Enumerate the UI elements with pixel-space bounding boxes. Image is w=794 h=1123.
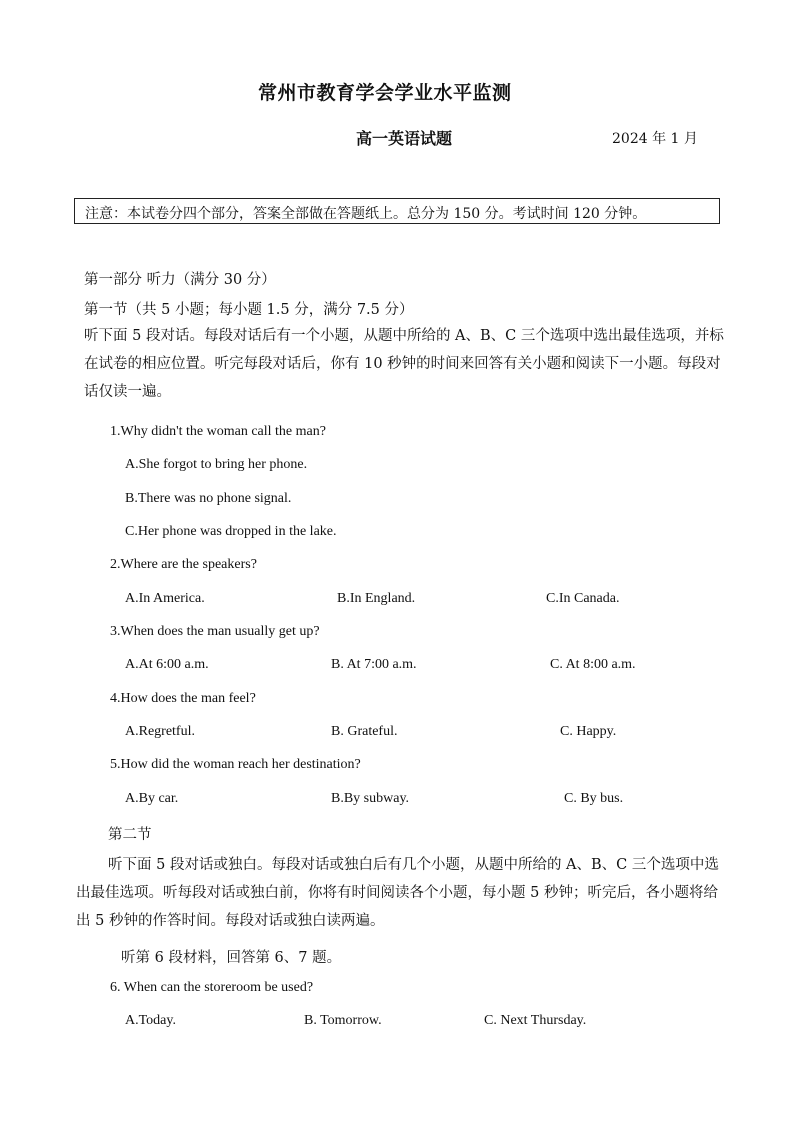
material-note: 听第 6 段材料，回答第 6、7 题。	[121, 950, 342, 966]
question-stem: 1.Why didn't the woman call the man?	[110, 424, 326, 439]
option-a: A.Regretful.	[125, 724, 195, 739]
exam-title: 常州市教育学会学业水平监测	[258, 82, 512, 104]
section1-instructions: 听下面 5 段对话。每段对话后有一个小题，从题中所给的 A、B、C 三个选项中选出最佳选项，并标在试卷的相应位置。听完每段对话后，你有 10 秒钟的时间来回答有关小题和阅读下一小题。每段对话仅读一遍。	[84, 328, 724, 400]
option-a: A.In America.	[125, 591, 205, 606]
exam-date: 2024 年 1 月	[612, 131, 698, 147]
option-a: A.Today.	[125, 1013, 176, 1028]
question-stem: 2.Where are the speakers?	[110, 557, 257, 572]
option-c: C. By bus.	[564, 791, 624, 806]
option-c: C.Her phone was dropped in the lake.	[125, 524, 337, 539]
option-b: B.There was no phone signal.	[125, 491, 292, 506]
option-c: C. Next Thursday.	[484, 1013, 587, 1028]
option-b: B. At 7:00 a.m.	[331, 657, 417, 672]
option-c: C.In Canada.	[546, 591, 620, 606]
option-b: B.In England.	[337, 591, 416, 606]
notice-text: 注意：本试卷分四个部分，答案全部做在答题纸上。总分为 150 分。考试时间 120 分钟。	[85, 206, 647, 222]
option-a: A.She forgot to bring her phone.	[125, 457, 308, 472]
question-stem: 4.How does the man feel?	[110, 691, 256, 706]
option-b: B.By subway.	[331, 791, 410, 806]
notice-box	[74, 198, 720, 224]
question-stem: 3.When does the man usually get up?	[110, 624, 320, 639]
section1-heading: 第一节（共 5 小题；每小题 1.5 分，满分 7.5 分）	[84, 302, 414, 318]
option-c: C. Happy.	[560, 724, 617, 739]
question-stem: 5.How did the woman reach her destination?	[110, 757, 361, 772]
option-b: B. Grateful.	[331, 724, 398, 739]
section2-heading: 第二节	[108, 827, 152, 843]
exam-subtitle: 高一英语试题	[356, 129, 453, 148]
section2-instructions: 听下面 5 段对话或独白。每段对话或独白后有几个小题，从题中所给的 A、B、C 三个选项中选出最佳选项。听每段对话或独白前，你将有时间阅读各个小题，每小题 5 秒钟；听完后，各小题将给出 5 秒钟的作答时间。每段对话或独白读两遍。	[76, 857, 719, 929]
option-a: A.By car.	[125, 791, 179, 806]
option-b: B. Tomorrow.	[304, 1013, 382, 1028]
option-a: A.At 6:00 a.m.	[125, 657, 209, 672]
option-c: C. At 8:00 a.m.	[550, 657, 636, 672]
part1-heading: 第一部分 听力（满分 30 分）	[84, 272, 276, 288]
question-stem: 6. When can the storeroom be used?	[110, 980, 314, 995]
